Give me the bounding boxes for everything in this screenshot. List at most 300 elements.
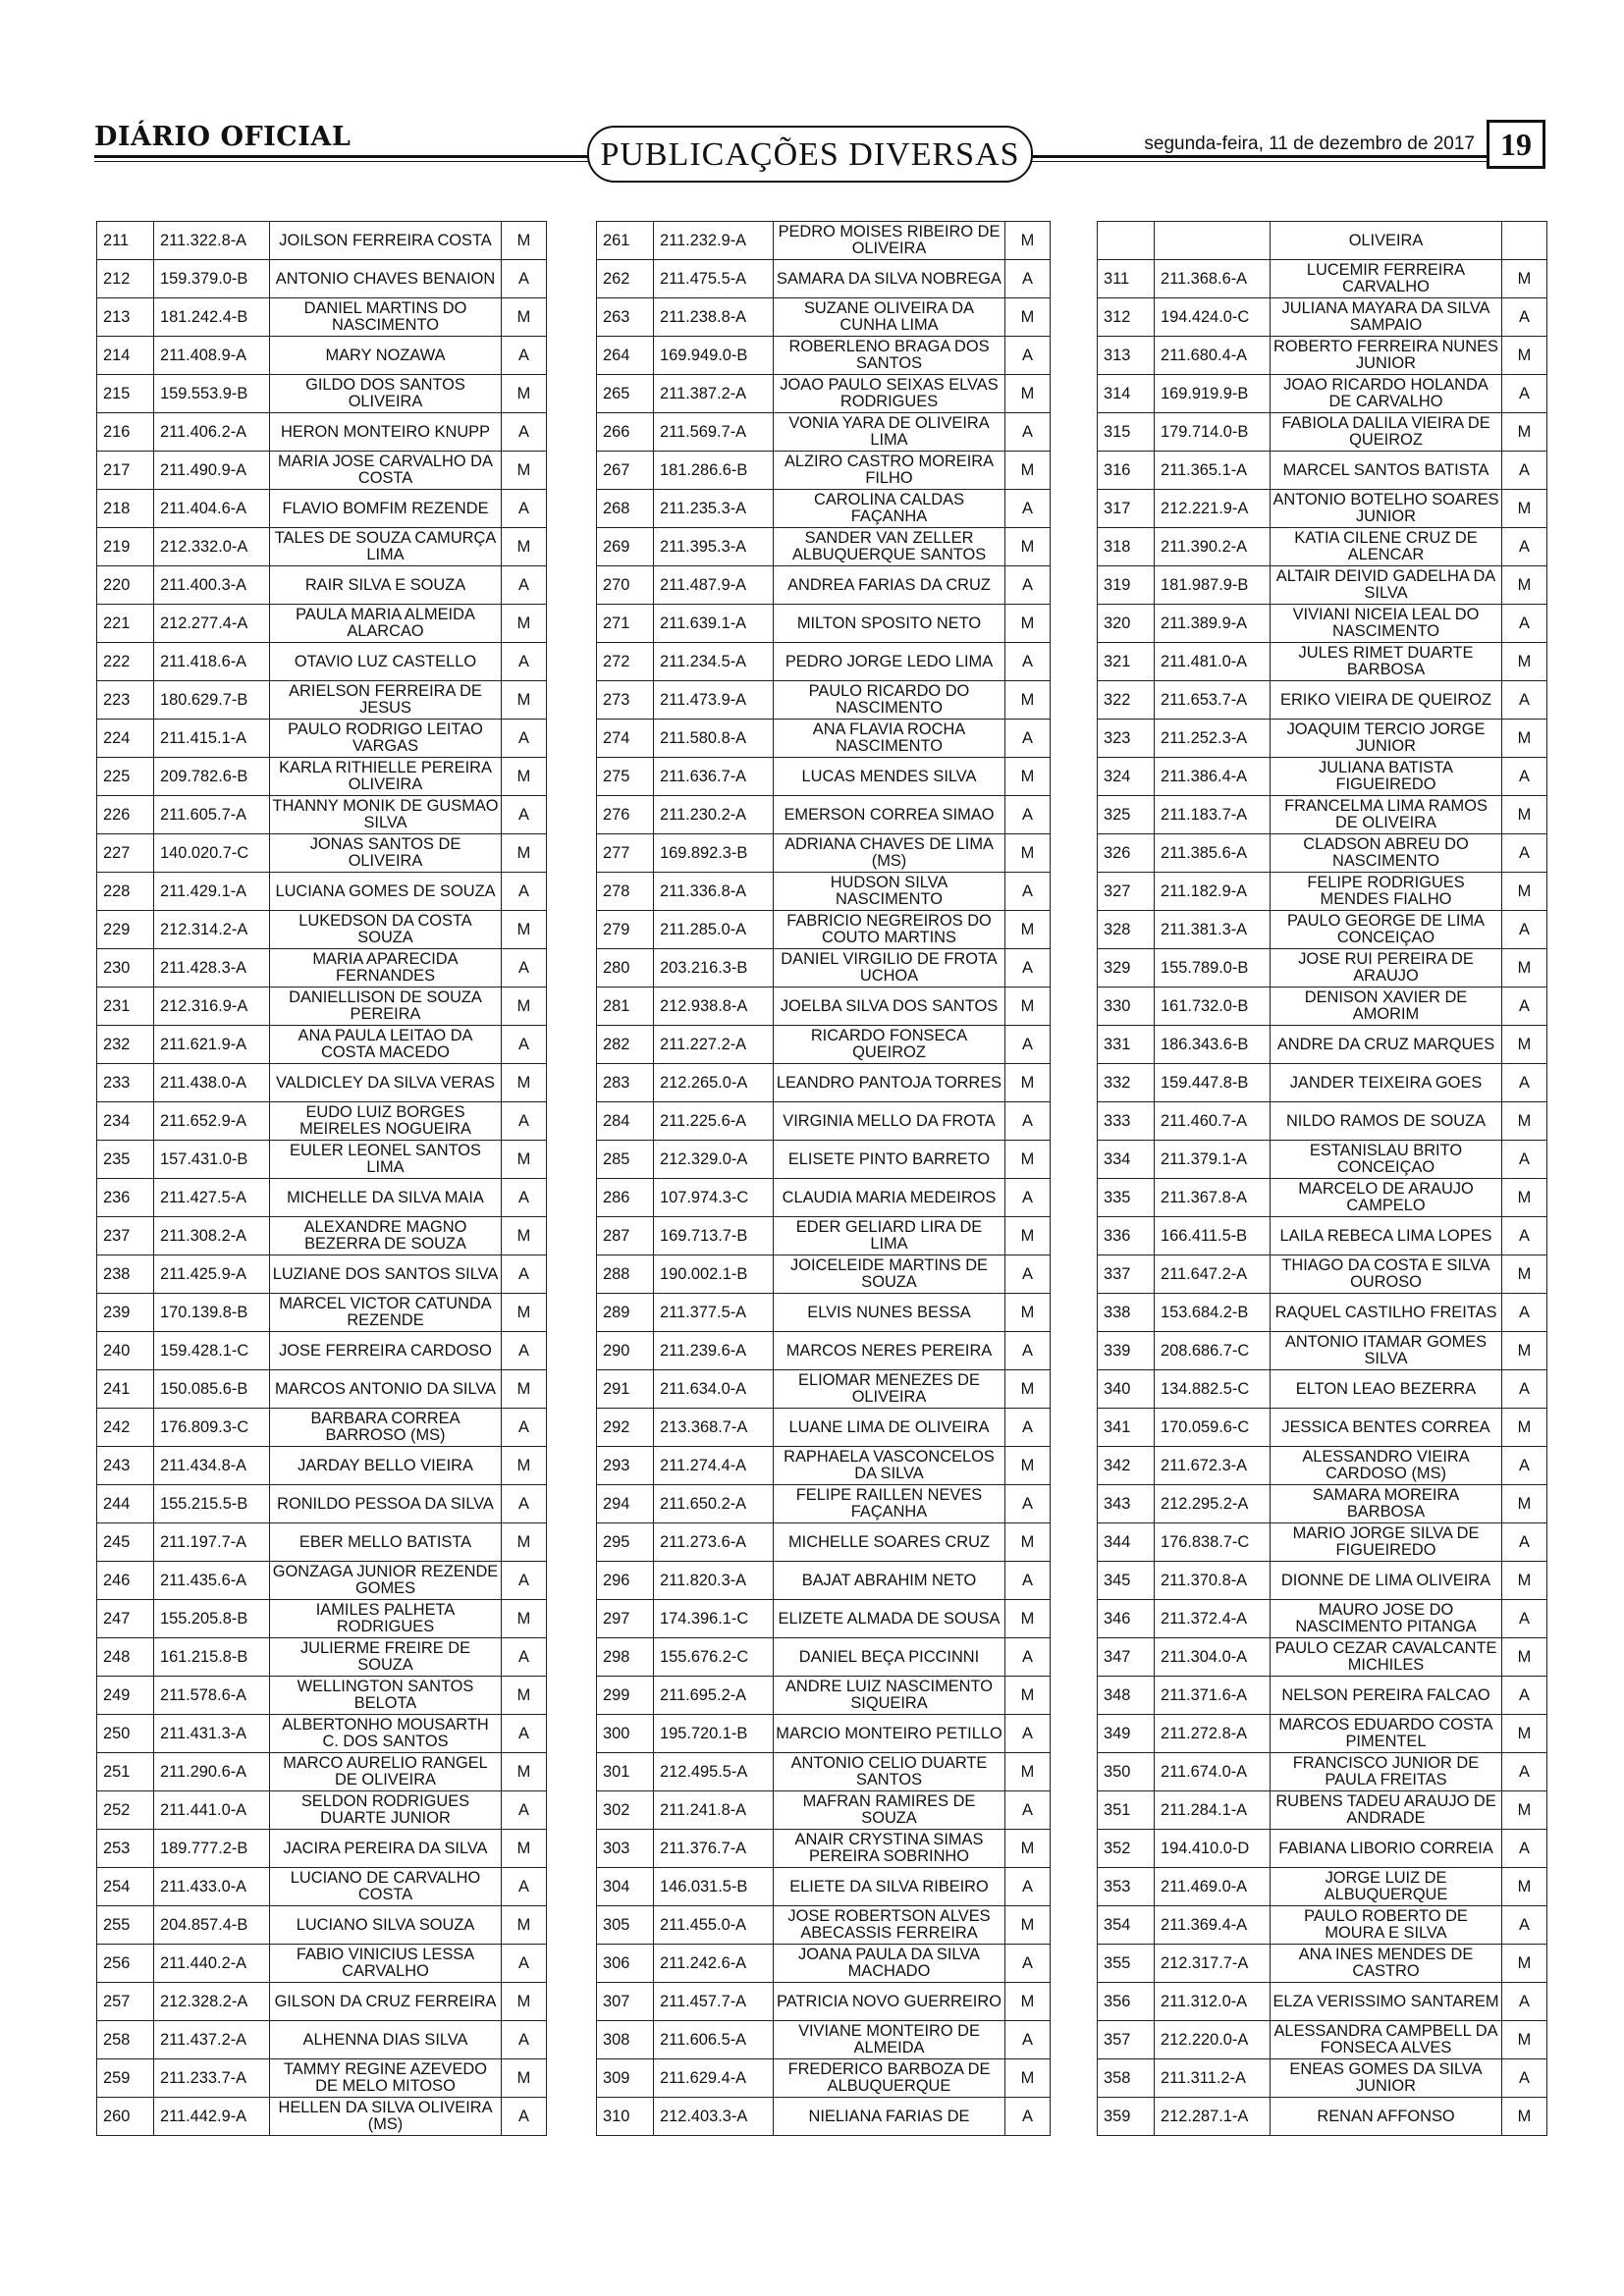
registration-code: 211.460.7-A — [1155, 1102, 1271, 1141]
person-name: MARCELO DE ARAUJO CAMPELO — [1271, 1179, 1502, 1217]
classification: M — [1005, 1983, 1051, 2021]
table-row — [1098, 1485, 1547, 1523]
registration-code: 211.381.3-A — [1155, 911, 1271, 949]
row-number: 254 — [97, 1868, 154, 1906]
person-name: RAPHAELA VASCONCELOS DA SILVA — [774, 1447, 1005, 1485]
row-number: 324 — [1098, 758, 1155, 796]
classification: A — [1502, 605, 1547, 643]
row-number: 313 — [1098, 337, 1155, 375]
table-row — [1098, 796, 1547, 834]
row-number: 229 — [97, 911, 154, 949]
row-number: 347 — [1098, 1638, 1155, 1677]
registration-code: 211.438.0-A — [154, 1064, 270, 1102]
classification: A — [502, 2021, 547, 2059]
classification: A — [1502, 298, 1547, 337]
row-number: 303 — [597, 1830, 654, 1868]
person-name: JULIANA BATISTA FIGUEIREDO — [1271, 758, 1502, 796]
classification: M — [502, 1217, 547, 1255]
table-row — [597, 1141, 1051, 1179]
row-number: 214 — [97, 337, 154, 375]
person-name: ESTANISLAU BRITO CONCEIÇAO — [1271, 1141, 1502, 1179]
classification: A — [502, 720, 547, 758]
classification: A — [1005, 1485, 1051, 1523]
table-row — [97, 1677, 547, 1715]
person-name: DANIEL MARTINS DO NASCIMENTO — [270, 298, 502, 337]
person-name: JOSE FERREIRA CARDOSO — [270, 1332, 502, 1370]
row-number: 310 — [597, 2098, 654, 2136]
row-number: 353 — [1098, 1868, 1155, 1906]
row-number: 325 — [1098, 796, 1155, 834]
table-row — [97, 2059, 547, 2098]
classification: M — [502, 1523, 547, 1562]
classification: M — [1005, 758, 1051, 796]
table-row — [97, 2021, 547, 2059]
person-name: VIVIANI NICEIA LEAL DO NASCIMENTO — [1271, 605, 1502, 643]
registration-code: 211.672.3-A — [1155, 1447, 1271, 1485]
person-name: SAMARA DA SILVA NOBREGA — [774, 260, 1005, 298]
row-number: 226 — [97, 796, 154, 834]
table-row — [97, 1600, 547, 1638]
registration-code: 211.379.1-A — [1155, 1141, 1271, 1179]
person-name: MICHELLE DA SILVA MAIA — [270, 1179, 502, 1217]
classification: M — [1005, 1677, 1051, 1715]
table-row — [1098, 452, 1547, 490]
classification: A — [502, 1026, 547, 1064]
classification: M — [502, 1447, 547, 1485]
classification: A — [1005, 1791, 1051, 1830]
table-row — [97, 1370, 547, 1409]
row-number: 311 — [1098, 260, 1155, 298]
person-name: VIRGINIA MELLO DA FROTA — [774, 1102, 1005, 1141]
continuation-name: OLIVEIRA — [1271, 222, 1502, 260]
classification: M — [502, 2059, 547, 2098]
person-name: ROBERTO FERREIRA NUNES JUNIOR — [1271, 337, 1502, 375]
registration-code: 212.938.8-A — [654, 988, 774, 1026]
classification: A — [1502, 1217, 1547, 1255]
row-number: 222 — [97, 643, 154, 681]
classification: M — [1502, 1332, 1547, 1370]
person-name: CAROLINA CALDAS FAÇANHA — [774, 490, 1005, 528]
table-row — [597, 1945, 1051, 1983]
table-row — [1098, 490, 1547, 528]
person-name: JANDER TEIXEIRA GOES — [1271, 1064, 1502, 1102]
person-name: LUCIANO SILVA SOUZA — [270, 1906, 502, 1945]
person-name: FABRICIO NEGREIROS DO COUTO MARTINS — [774, 911, 1005, 949]
table-row — [597, 1600, 1051, 1638]
person-name: MARCEL SANTOS BATISTA — [1271, 452, 1502, 490]
classification: A — [502, 1868, 547, 1906]
person-name: ANA FLAVIA ROCHA NASCIMENTO — [774, 720, 1005, 758]
row-number: 236 — [97, 1179, 154, 1217]
classification: M — [502, 1294, 547, 1332]
person-name: PEDRO JORGE LEDO LIMA — [774, 643, 1005, 681]
person-name: WELLINGTON SANTOS BELOTA — [270, 1677, 502, 1715]
classification: M — [1005, 1064, 1051, 1102]
person-name: VIVIANE MONTEIRO DE ALMEIDA — [774, 2021, 1005, 2059]
registration-code: 211.580.8-A — [654, 720, 774, 758]
row-number: 336 — [1098, 1217, 1155, 1255]
table-row — [597, 911, 1051, 949]
registration-code: 212.332.0-A — [154, 528, 270, 566]
person-name: JULIERME FREIRE DE SOUZA — [270, 1638, 502, 1677]
registration-code: 194.424.0-C — [1155, 298, 1271, 337]
classification: M — [1502, 1179, 1547, 1217]
row-number: 223 — [97, 681, 154, 720]
table-row — [597, 1677, 1051, 1715]
classification: M — [1005, 834, 1051, 873]
table-row — [1098, 375, 1547, 413]
classification: M — [1502, 1485, 1547, 1523]
person-name: KATIA CILENE CRUZ DE ALENCAR — [1271, 528, 1502, 566]
row-number: 348 — [1098, 1677, 1155, 1715]
person-name: MARY NOZAWA — [270, 337, 502, 375]
table-row — [97, 1753, 547, 1791]
registration-code: 190.002.1-B — [654, 1255, 774, 1294]
table-row — [97, 1294, 547, 1332]
classification: A — [1005, 2098, 1051, 2136]
person-name: ELZA VERISSIMO SANTAREM — [1271, 1983, 1502, 2021]
person-name: JOELBA SILVA DOS SANTOS — [774, 988, 1005, 1026]
registration-code: 211.311.2-A — [1155, 2059, 1271, 2098]
table-row — [597, 1409, 1051, 1447]
table-row — [1098, 720, 1547, 758]
classification: A — [502, 873, 547, 911]
table-row — [597, 1026, 1051, 1064]
person-name: FRANCELMA LIMA RAMOS DE OLIVEIRA — [1271, 796, 1502, 834]
registration-code: 211.386.4-A — [1155, 758, 1271, 796]
classification: A — [502, 949, 547, 988]
classification: A — [502, 1945, 547, 1983]
person-name: ANAIR CRYSTINA SIMAS PEREIRA SOBRINHO — [774, 1830, 1005, 1868]
person-name: ALHENNA DIAS SILVA — [270, 2021, 502, 2059]
row-number: 315 — [1098, 413, 1155, 452]
registration-code: 140.020.7-C — [154, 834, 270, 873]
classification: A — [502, 1409, 547, 1447]
registration-code: 212.495.5-A — [654, 1753, 774, 1791]
person-name: MARCIO MONTEIRO PETILLO — [774, 1715, 1005, 1753]
row-number: 279 — [597, 911, 654, 949]
row-number: 299 — [597, 1677, 654, 1715]
classification: A — [1502, 1677, 1547, 1715]
table-row — [597, 260, 1051, 298]
row-number: 240 — [97, 1332, 154, 1370]
row-number: 288 — [597, 1255, 654, 1294]
person-name: RAIR SILVA E SOUZA — [270, 566, 502, 605]
row-number: 349 — [1098, 1715, 1155, 1753]
person-name: RENAN AFFONSO — [1271, 2098, 1502, 2136]
classification: A — [1502, 1141, 1547, 1179]
row-number: 234 — [97, 1102, 154, 1141]
classification: A — [1502, 1523, 1547, 1562]
page-number: 19 — [1487, 120, 1545, 169]
person-name: LUZIANE DOS SANTOS SILVA — [270, 1255, 502, 1294]
row-number: 281 — [597, 988, 654, 1026]
classification: M — [1502, 1026, 1547, 1064]
classification: M — [502, 222, 547, 260]
row-number: 331 — [1098, 1026, 1155, 1064]
row-number: 265 — [597, 375, 654, 413]
registration-code: 211.455.0-A — [654, 1906, 774, 1945]
row-number: 305 — [597, 1906, 654, 1945]
table-row — [597, 566, 1051, 605]
table-row — [97, 911, 547, 949]
registration-code: 211.481.0-A — [1155, 643, 1271, 681]
person-name: MICHELLE SOARES CRUZ — [774, 1523, 1005, 1562]
registration-code: 155.215.5-B — [154, 1485, 270, 1523]
registration-code: 211.308.2-A — [154, 1217, 270, 1255]
classification: M — [502, 681, 547, 720]
table-row — [97, 1638, 547, 1677]
registration-code: 212.403.3-A — [654, 2098, 774, 2136]
classification: A — [1005, 796, 1051, 834]
registration-code: 211.429.1-A — [154, 873, 270, 911]
table-row — [1098, 298, 1547, 337]
registration-code: 211.639.1-A — [654, 605, 774, 643]
classification: A — [502, 260, 547, 298]
table-row — [597, 1638, 1051, 1677]
table-row — [597, 605, 1051, 643]
table-row — [1098, 1217, 1547, 1255]
table-row — [1098, 1332, 1547, 1370]
table-row — [597, 1255, 1051, 1294]
classification: M — [502, 1370, 547, 1409]
row-number: 241 — [97, 1370, 154, 1409]
registration-code: 169.713.7-B — [654, 1217, 774, 1255]
registration-code: 211.490.9-A — [154, 452, 270, 490]
table-row — [97, 298, 547, 337]
table-row — [97, 1983, 547, 2021]
classification: A — [502, 566, 547, 605]
classification: M — [1005, 298, 1051, 337]
row-number: 339 — [1098, 1332, 1155, 1370]
registration-code: 211.404.6-A — [154, 490, 270, 528]
person-name: EDER GELIARD LIRA DE LIMA — [774, 1217, 1005, 1255]
row-number: 230 — [97, 949, 154, 988]
table-row — [97, 413, 547, 452]
classification: A — [1005, 949, 1051, 988]
person-name: GILSON DA CRUZ FERREIRA — [270, 1983, 502, 2021]
classification: M — [1502, 566, 1547, 605]
person-name: JOAQUIM TERCIO JORGE JUNIOR — [1271, 720, 1502, 758]
row-number: 217 — [97, 452, 154, 490]
person-name: LAILA REBECA LIMA LOPES — [1271, 1217, 1502, 1255]
table-row — [597, 413, 1051, 452]
row-number: 355 — [1098, 1945, 1155, 1983]
person-name: BARBARA CORREA BARROSO (MS) — [270, 1409, 502, 1447]
row-number: 286 — [597, 1179, 654, 1217]
registration-code: 211.475.5-A — [654, 260, 774, 298]
row-number: 272 — [597, 643, 654, 681]
person-name: HERON MONTEIRO KNUPP — [270, 413, 502, 452]
registration-code: 211.442.9-A — [154, 2098, 270, 2136]
registration-code: 153.684.2-B — [1155, 1294, 1271, 1332]
row-number: 237 — [97, 1217, 154, 1255]
row-number: 296 — [597, 1562, 654, 1600]
classification: M — [1005, 528, 1051, 566]
table-row — [597, 1715, 1051, 1753]
table-row — [1098, 1830, 1547, 1868]
table-row — [97, 1562, 547, 1600]
table-row — [97, 720, 547, 758]
classification: A — [1502, 1294, 1547, 1332]
row-number: 257 — [97, 1983, 154, 2021]
row-number: 320 — [1098, 605, 1155, 643]
registration-code: 169.919.9-B — [1155, 375, 1271, 413]
row-number: 352 — [1098, 1830, 1155, 1868]
classification: A — [1005, 1562, 1051, 1600]
registration-code: 195.720.1-B — [654, 1715, 774, 1753]
registration-code: 150.085.6-B — [154, 1370, 270, 1409]
person-name: PAULO ROBERTO DE MOURA E SILVA — [1271, 1906, 1502, 1945]
row-number: 345 — [1098, 1562, 1155, 1600]
row-number: 261 — [597, 222, 654, 260]
row-number: 269 — [597, 528, 654, 566]
table-row — [97, 1523, 547, 1562]
row-number: 330 — [1098, 988, 1155, 1026]
classification: M — [1502, 1255, 1547, 1294]
registration-code: 211.182.9-A — [1155, 873, 1271, 911]
table-row — [1098, 873, 1547, 911]
classification: A — [502, 1332, 547, 1370]
classification: A — [1005, 2021, 1051, 2059]
table-row — [1098, 605, 1547, 643]
person-name: NILDO RAMOS DE SOUZA — [1271, 1102, 1502, 1141]
person-name: DENISON XAVIER DE AMORIM — [1271, 988, 1502, 1026]
table-row — [1098, 1026, 1547, 1064]
table-row — [97, 490, 547, 528]
table-row — [597, 337, 1051, 375]
table-row — [1098, 1791, 1547, 1830]
row-number: 216 — [97, 413, 154, 452]
table-row — [597, 298, 1051, 337]
table-row — [1098, 260, 1547, 298]
person-name: JACIRA PEREIRA DA SILVA — [270, 1830, 502, 1868]
person-name: EUDO LUIZ BORGES MEIRELES NOGUEIRA — [270, 1102, 502, 1141]
registration-code: 211.406.2-A — [154, 413, 270, 452]
row-number: 248 — [97, 1638, 154, 1677]
newspaper-title: DIÁRIO OFICIAL — [94, 122, 352, 152]
registration-code: 212.265.0-A — [654, 1064, 774, 1102]
classification: M — [1005, 1447, 1051, 1485]
table-row — [597, 2098, 1051, 2136]
registration-code: 174.396.1-C — [654, 1600, 774, 1638]
row-number: 266 — [597, 413, 654, 452]
registration-code: 211.441.0-A — [154, 1791, 270, 1830]
person-name: JARDAY BELLO VIEIRA — [270, 1447, 502, 1485]
person-name: ELVIS NUNES BESSA — [774, 1294, 1005, 1332]
registration-code: 155.789.0-B — [1155, 949, 1271, 988]
row-number: 318 — [1098, 528, 1155, 566]
classification: M — [1502, 413, 1547, 452]
classification: M — [1502, 337, 1547, 375]
row-number: 262 — [597, 260, 654, 298]
person-name: FABIOLA DALILA VIEIRA DE QUEIROZ — [1271, 413, 1502, 452]
classification: M — [1005, 988, 1051, 1026]
registration-code: 211.367.8-A — [1155, 1179, 1271, 1217]
row-number: 289 — [597, 1294, 654, 1332]
classification: M — [1502, 949, 1547, 988]
person-name: PAULO RICARDO DO NASCIMENTO — [774, 681, 1005, 720]
registration-code: 212.287.1-A — [1155, 2098, 1271, 2136]
classification: M — [502, 1830, 547, 1868]
row-number: 219 — [97, 528, 154, 566]
table-row — [1098, 1141, 1547, 1179]
row-number: 351 — [1098, 1791, 1155, 1830]
table-row — [1098, 1562, 1547, 1600]
person-name: PAULO GEORGE DE LIMA CONCEIÇAO — [1271, 911, 1502, 949]
registration-code: 211.273.6-A — [654, 1523, 774, 1562]
classification: M — [1502, 2021, 1547, 2059]
registration-code: 212.220.0-A — [1155, 2021, 1271, 2059]
person-name: NELSON PEREIRA FALCAO — [1271, 1677, 1502, 1715]
table-row — [97, 375, 547, 413]
table-row — [97, 337, 547, 375]
person-name: ANTONIO CELIO DUARTE SANTOS — [774, 1753, 1005, 1791]
table-row — [1098, 1600, 1547, 1638]
registration-code: 211.232.9-A — [654, 222, 774, 260]
row-number: 238 — [97, 1255, 154, 1294]
table-row — [1098, 681, 1547, 720]
person-name: SAMARA MOREIRA BARBOSA — [1271, 1485, 1502, 1523]
registration-code: 211.428.3-A — [154, 949, 270, 988]
table-row — [597, 375, 1051, 413]
registration-code: 211.225.6-A — [654, 1102, 774, 1141]
row-number: 357 — [1098, 2021, 1155, 2059]
table-row — [1098, 1179, 1547, 1217]
registration-code: 179.714.0-B — [1155, 413, 1271, 452]
table-row — [1098, 1906, 1547, 1945]
row-number: 282 — [597, 1026, 654, 1064]
person-name: ALEXANDRE MAGNO BEZERRA DE SOUZA — [270, 1217, 502, 1255]
classification: A — [502, 1255, 547, 1294]
person-name: FRANCISCO JUNIOR DE PAULA FREITAS — [1271, 1753, 1502, 1791]
classification: A — [1502, 1447, 1547, 1485]
classification: M — [502, 988, 547, 1026]
row-number: 297 — [597, 1600, 654, 1638]
classification: M — [502, 758, 547, 796]
row-number: 260 — [97, 2098, 154, 2136]
table-row — [597, 528, 1051, 566]
person-name: ARIELSON FERREIRA DE JESUS — [270, 681, 502, 720]
row-number: 228 — [97, 873, 154, 911]
table-row — [97, 758, 547, 796]
registration-code: 211.674.0-A — [1155, 1753, 1271, 1791]
person-name: ANTONIO CHAVES BENAION — [270, 260, 502, 298]
classification: M — [1502, 1638, 1547, 1677]
registration-code: 186.343.6-B — [1155, 1026, 1271, 1064]
list-table-col1 — [96, 221, 547, 2136]
row-number: 302 — [597, 1791, 654, 1830]
registration-code: 159.379.0-B — [154, 260, 270, 298]
person-name: EULER LEONEL SANTOS LIMA — [270, 1141, 502, 1179]
classification: A — [1005, 413, 1051, 452]
row-number: 321 — [1098, 643, 1155, 681]
registration-code: 211.487.9-A — [654, 566, 774, 605]
registration-code: 169.892.3-B — [654, 834, 774, 873]
table-row-continuation — [1098, 222, 1547, 260]
person-name: LUKEDSON DA COSTA SOUZA — [270, 911, 502, 949]
registration-code: 211.242.6-A — [654, 1945, 774, 1983]
registration-code: 170.059.6-C — [1155, 1409, 1271, 1447]
row-number: 323 — [1098, 720, 1155, 758]
table-row — [1098, 337, 1547, 375]
classification: A — [502, 1179, 547, 1217]
registration-code: 211.408.9-A — [154, 337, 270, 375]
person-name: LUCIANO DE CARVALHO COSTA — [270, 1868, 502, 1906]
registration-code: 155.676.2-C — [654, 1638, 774, 1677]
table-row — [97, 1409, 547, 1447]
page-header — [94, 116, 1545, 185]
